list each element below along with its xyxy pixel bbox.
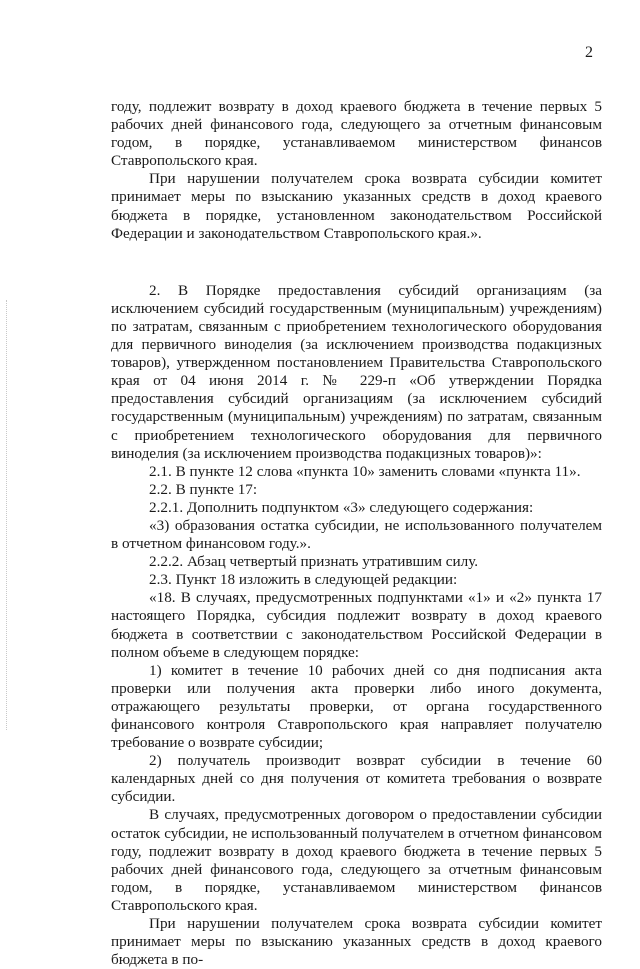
scan-edge-mark	[6, 300, 8, 730]
paragraph-item-2: 2. В Порядке предоставления субсидий организациям (за исключением субсидий государственным (муниципальным) учреждениям) по затратам, связанным с приобретением технологического оборудования для первичного виноделия (за исключением производства подакцизных товаров), утвержденном постановлением Правительства Ставропольского края от 04 июня 2014 г. № 229-п «Об утверждении Порядка предоставления субсидий организациям (за исключением субсидий государственным (муниципальным) учреждениям) по затратам, связанным с приобретением технологического оборудования для первичного виноделия (за исключением производства подакцизных товаров)»:	[111, 281, 602, 462]
paragraph-item-2-3: 2.3. Пункт 18 изложить в следующей редакции:	[149, 571, 458, 589]
page-number: 2	[585, 44, 593, 61]
paragraph-item-2-2-2: 2.2.2. Абзац четвертый признать утратившим силу.	[149, 553, 479, 571]
paragraph-subitem-3: «3) образования остатка субсидии, не использованного получателем в отчетном финансовом году.».	[111, 516, 602, 553]
paragraph-item-18: «18. В случаях, предусмотренных подпунктами «1» и «2» пункта 17 настоящего Порядка, субсидия подлежит возврату в доход краевого бюджета в соответствии с законодательством Российской Федерации в полном объеме в следующем порядке:	[111, 589, 602, 661]
paragraph-item-2-2: 2.2. В пункте 17:	[149, 480, 258, 498]
paragraph-item-2-2-1: 2.2.1. Дополнить подпунктом «3» следующего содержания:	[149, 498, 534, 516]
paragraph-collection-measures: При нарушении получателем срока возврата субсидии комитет принимает меры по взысканию указанных средств в доход краевого бюджета в порядке, установленном законодательством Российской Федерации и законодательством Ставропольского края.».	[111, 170, 602, 242]
paragraph-return-deadline: году, подлежит возврату в доход краевого бюджета в течение первых 5 рабочих дней финансового года, следующего за отчетным финансовым годом, в порядке, устанавливаемом министерством финансов Ставропольского края.	[111, 98, 602, 170]
document-body	[111, 98, 602, 969]
paragraph-violation-measures: При нарушении получателем срока возврата субсидии комитет принимает меры по взысканию указанных средств в доход краевого бюджета в по-	[111, 915, 602, 969]
paragraph-residual-return: В случаях, предусмотренных договором о предоставлении субсидии остаток субсидии, не использованный получателем в отчетном финансовом году, подлежит возврату в доход краевого бюджета в течение первых 5 рабочих дней финансового года, следующего за отчетным финансовым годом, в порядке, устанавливаемом министерством финансов Ставропольского края.	[111, 806, 602, 914]
paragraph-item-18-2: 2) получатель производит возврат субсидии в течение 60 календарных дней со дня получения от комитета требования о возврате субсидии.	[111, 752, 602, 806]
paragraph-item-18-1: 1) комитет в течение 10 рабочих дней со дня подписания акта проверки или получения акта проверки либо иного документа, отражающего результаты проверки, от органа государственного финансового контроля Ставропольского края направляет получателю требование о возврате субсидии;	[111, 661, 602, 752]
paragraph-item-2-1: 2.1. В пункте 12 слова «пункта 10» заменить словами «пункта 11».	[149, 462, 581, 480]
